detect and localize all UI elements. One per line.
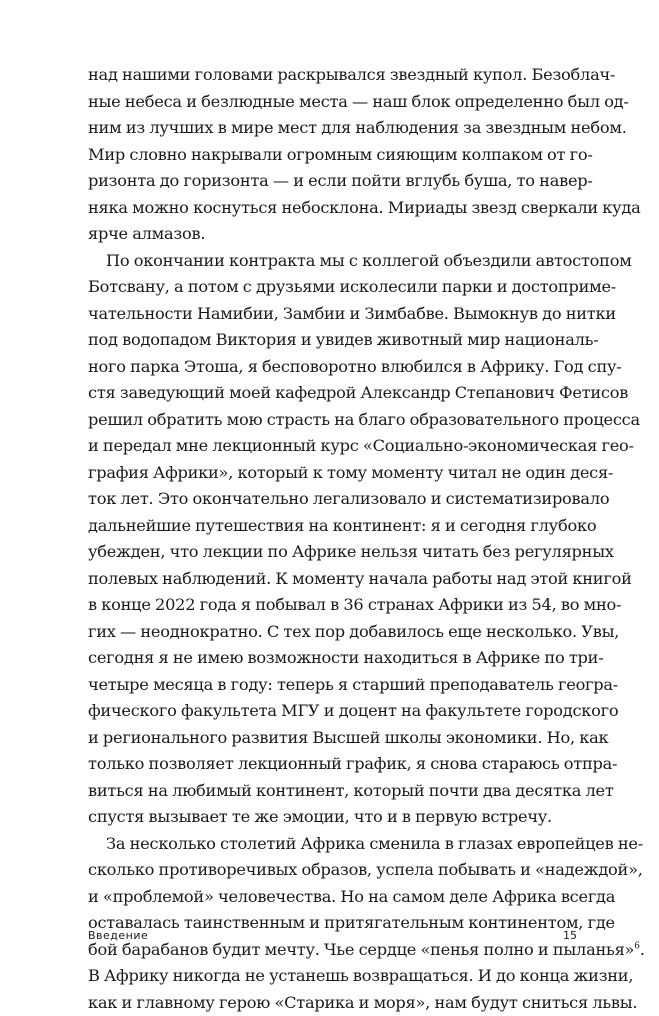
text-line xyxy=(88,804,577,831)
text-line-content: над нашими головами раскрывался звездный купол. Безоблач- xyxy=(88,65,615,84)
text-line xyxy=(88,248,577,275)
text-line-content: няка можно коснуться небосклона. Мириады звезд сверкали куда xyxy=(88,198,641,217)
text-line xyxy=(88,274,577,301)
text-line-content: За несколько столетий Африка сменила в глазах европейцев не- xyxy=(106,834,643,853)
text-line xyxy=(88,857,577,884)
text-line-content: ризонта до горизонта — и если пойти вглубь буша, то навер- xyxy=(88,171,593,190)
text-line-content: гих — неоднократно. С тех пор добавилось еще несколько. Увы, xyxy=(88,622,619,641)
text-line-content: стя заведующий моей кафедрой Александр Степанович Фетисов xyxy=(88,383,628,402)
text-line xyxy=(88,195,577,222)
text-line-content: решил обратить мою страсть на благо образовательного процесса xyxy=(88,410,640,429)
text-line xyxy=(88,910,577,937)
text-line-content: в конце 2022 года я побывал в 36 странах Африки из 54, во мно- xyxy=(88,595,621,614)
text-line xyxy=(88,566,577,593)
text-line-content: спустя вызывает те же эмоции, что и в первую встречу. xyxy=(88,807,552,826)
text-line-content: четыре месяца в году: теперь я старший преподаватель геогра- xyxy=(88,675,618,694)
text-line-content: сколько противоречивых образов, успела побывать и «надеждой», xyxy=(88,860,643,879)
text-line-content: В Африку никогда не устанешь возвращаться. И до конца жизни, xyxy=(88,966,633,985)
footnote-marker[interactable]: 6 xyxy=(634,941,639,951)
text-line xyxy=(88,168,577,195)
text-line xyxy=(88,990,577,1016)
text-line-content: бой барабанов будит мечту. Чье сердце «пенья полно и пыланья» xyxy=(88,940,634,959)
text-line-content: ярче алмазов. xyxy=(88,224,205,243)
text-line xyxy=(88,327,577,354)
text-line xyxy=(88,115,577,142)
text-line-content: как и главному герою «Старика и моря», нам будут сниться львы. xyxy=(88,993,637,1012)
text-line-content: под водопадом Виктория и увидев животный мир националь- xyxy=(88,330,598,349)
text-line xyxy=(88,645,577,672)
text-line-content: и регионального развития Высшей школы экономики. Но, как xyxy=(88,728,608,747)
text-line-content: графия Африки», который к тому моменту читал не один деся- xyxy=(88,463,613,482)
text-line-content: ные небеса и безлюдные места — наш блок определенно был од- xyxy=(88,92,629,111)
text-line-content: и передал мне лекционный курс «Социально-экономическая гео- xyxy=(88,436,634,455)
text-line xyxy=(88,539,577,566)
text-line-content: чательности Намибии, Замбии и Зимбабве. Вымокнув до нитки xyxy=(88,304,616,323)
text-line xyxy=(88,884,577,911)
text-line xyxy=(88,619,577,646)
text-line-content: ним из лучших в мире мест для наблюдения за звездным небом. xyxy=(88,118,627,137)
text-line xyxy=(88,407,577,434)
text-line xyxy=(88,751,577,778)
text-line-content: и «проблемой» человечества. Но на самом деле Африка всегда xyxy=(88,887,615,906)
text-line xyxy=(88,354,577,381)
text-line xyxy=(88,142,577,169)
text-line xyxy=(88,592,577,619)
text-line xyxy=(88,725,577,752)
page-number: 15 xyxy=(563,929,577,942)
text-line xyxy=(88,460,577,487)
text-line-content: виться на любимый континент, который почти два десятка лет xyxy=(88,781,614,800)
text-line-content: Ботсвану, а потом с друзьями исколесили парки и достоприме- xyxy=(88,277,616,296)
text-line-content: сегодня я не имею возможности находиться в Африке по три- xyxy=(88,648,603,667)
body-text xyxy=(88,62,577,1016)
text-line-content: фического факультета МГУ и доцент на факультете городского xyxy=(88,701,618,720)
text-line-content: По окончании контракта мы с коллегой объездили автостопом xyxy=(106,251,632,270)
text-line-content: Мир словно накрывали огромным сияющим колпаком от го- xyxy=(88,145,593,164)
text-line xyxy=(88,380,577,407)
text-line xyxy=(88,301,577,328)
text-line xyxy=(88,698,577,725)
text-line xyxy=(88,433,577,460)
text-line-content: убежден, что лекции по Африке нельзя читать без регулярных xyxy=(88,542,614,561)
running-footer-section: Введение xyxy=(88,929,148,942)
text-line xyxy=(88,963,577,990)
text-line-content: только позволяет лекционный график, я снова стараюсь отпра- xyxy=(88,754,617,773)
text-line xyxy=(88,778,577,805)
text-line-content: дальнейшие путешествия на континент: я и сегодня глубоко xyxy=(88,516,596,535)
text-line-content: ного парка Этоша, я бесповоротно влюбился в Африку. Год спу- xyxy=(88,357,622,376)
text-line xyxy=(88,89,577,116)
text-line-content: полевых наблюдений. К моменту начала работы над этой книгой xyxy=(88,569,632,588)
text-line-content: ток лет. Это окончательно легализовало и систематизировало xyxy=(88,489,609,508)
text-line xyxy=(88,831,577,858)
text-line xyxy=(88,513,577,540)
text-line xyxy=(88,62,577,89)
text-line xyxy=(88,221,577,248)
text-line xyxy=(88,672,577,699)
text-line-content: оставалась таинственным и притягательным континентом, где xyxy=(88,913,615,932)
text-line xyxy=(88,486,577,513)
text-line: бой барабанов будит мечту. Чье сердце «пенья полно и пыланья»$^6$. xyxy=(88,937,577,964)
